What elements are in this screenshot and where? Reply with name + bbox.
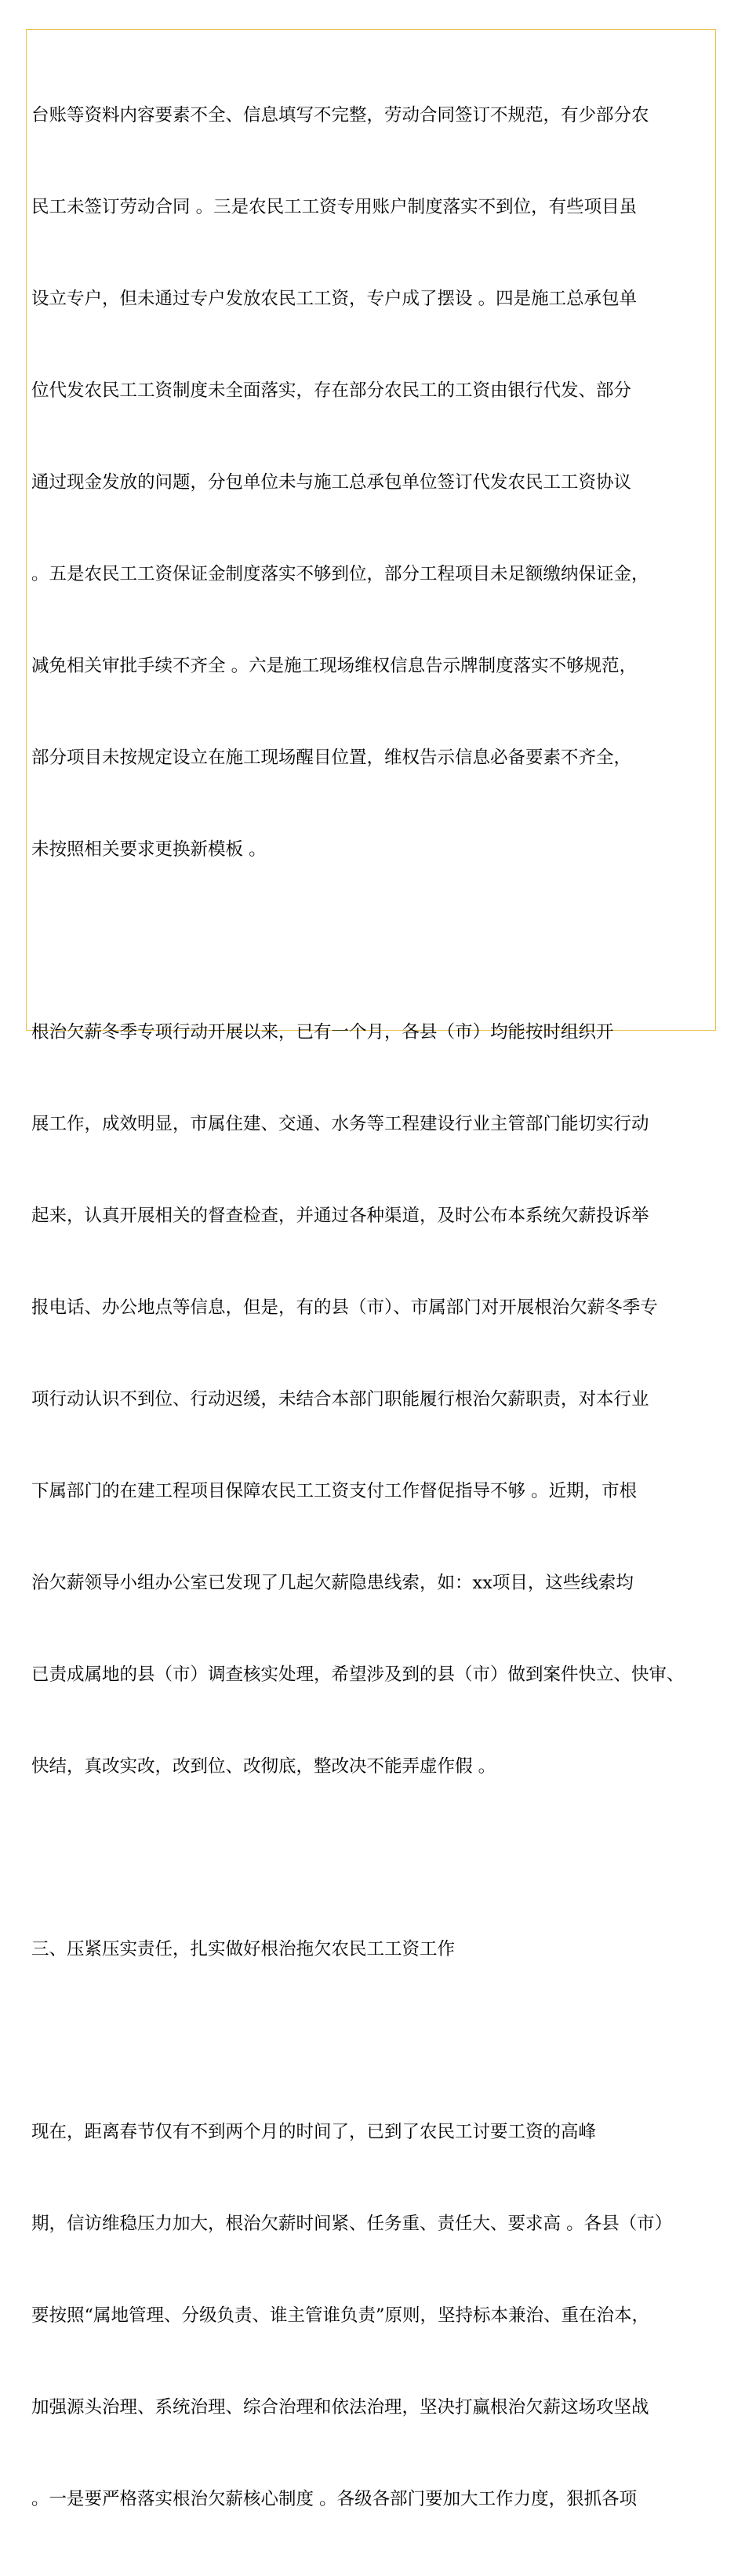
text-line: 已责成属地的县（市）调查核实处理，希望涉及到的县（市）做到案件快立、快审、 [31,1665,685,1685]
section-heading [31,1873,714,2026]
text-line: 项行动认识不到位、行动迟缓，未结合本部门职能履行根治欠薪职责，对本行业 [31,1389,649,1410]
text-line: 。五是农民工工资保证金制度落实不够到位，部分工程项目未足额缴纳保证金， [31,564,649,584]
paragraph-winter-campaign [31,956,714,1843]
text-line: 减免相关审批手续不齐全 。六是施工现场维权信息告示牌制度落实不够规范， [31,656,638,676]
text-line: 治欠薪领导小组办公室已发现了几起欠薪隐患线索，如：xx项目，这些线索均 [31,1573,634,1593]
text-line: 台账等资料内容要素不全、信息填写不完整，劳动合同签订不规范，有少部分农 [31,105,649,126]
text-line: 期，信访维稳压力加大，根治欠薪时间紧、任务重、责任大、要求高 。各县（市） [31,2214,673,2234]
text-line: 展工作，成效明显，市属住建、交通、水务等工程建设行业主管部门能切实行动 [31,1114,649,1134]
document-body [31,39,714,2576]
paragraph-problems-continued [31,39,714,926]
text-line: 未按照相关要求更换新模板 。 [31,839,267,860]
text-line: 通过现金发放的问题，分包单位未与施工总承包单位签订代发农民工工资协议 [31,472,632,493]
text-line: 起来，认真开展相关的督查检查，并通过各种渠道，及时公布本系统欠薪投诉举 [31,1206,649,1226]
text-line: 。一是要严格落实根治欠薪核心制度 。各级各部门要加大工作力度，狠抓各项 [31,2489,638,2509]
text-line: 现在，距离春节仅有不到两个月的时间了，已到了农民工讨要工资的高峰 [31,2122,597,2142]
text-line: 下属部门的在建工程项目保障农民工工资支付工作督促指导不够 。近期，市根 [31,1481,638,1501]
text-line: 民工未签订劳动合同 。三是农民工工资专用账户制度落实不到位，有些项目虽 [31,197,638,217]
paragraph-spacer [31,2026,714,2056]
text-line: 加强源头治理、系统治理、综合治理和依法治理，坚决打赢根治欠薪这场攻坚战 [31,2397,649,2418]
paragraph-spring-festival [31,2056,714,2576]
text-line: 根治欠薪冬季专项行动开展以来，已有一个月，各县（市）均能按时组织开 [31,1022,614,1042]
text-line: 部分项目未按规定设立在施工现场醒目位置，维权告示信息必备要素不齐全， [31,748,632,768]
paragraph-spacer [31,926,714,956]
text-line: 快结，真改实改，改到位、改彻底，整改决不能弄虚作假 。 [31,1756,496,1777]
text-line: 设立专户，但未通过专户发放农民工工资，专户成了摆设 。四是施工总承包单 [31,289,638,309]
text-line: 位代发农民工工资制度未全面落实，存在部分农民工的工资由银行代发、部分 [31,380,632,401]
paragraph-spacer [31,1843,714,1873]
text-line: 报电话、办公地点等信息，但是，有的县（市）、市属部门对开展根治欠薪冬季专 [31,1297,658,1318]
heading-line: 三、压紧压实责任，扎实做好根治拖欠农民工工资工作 [31,1939,456,1959]
text-line: 要按照“属地管理、分级负责、谁主管谁负责”原则，坚持标本兼治、重在治本， [31,2305,650,2326]
